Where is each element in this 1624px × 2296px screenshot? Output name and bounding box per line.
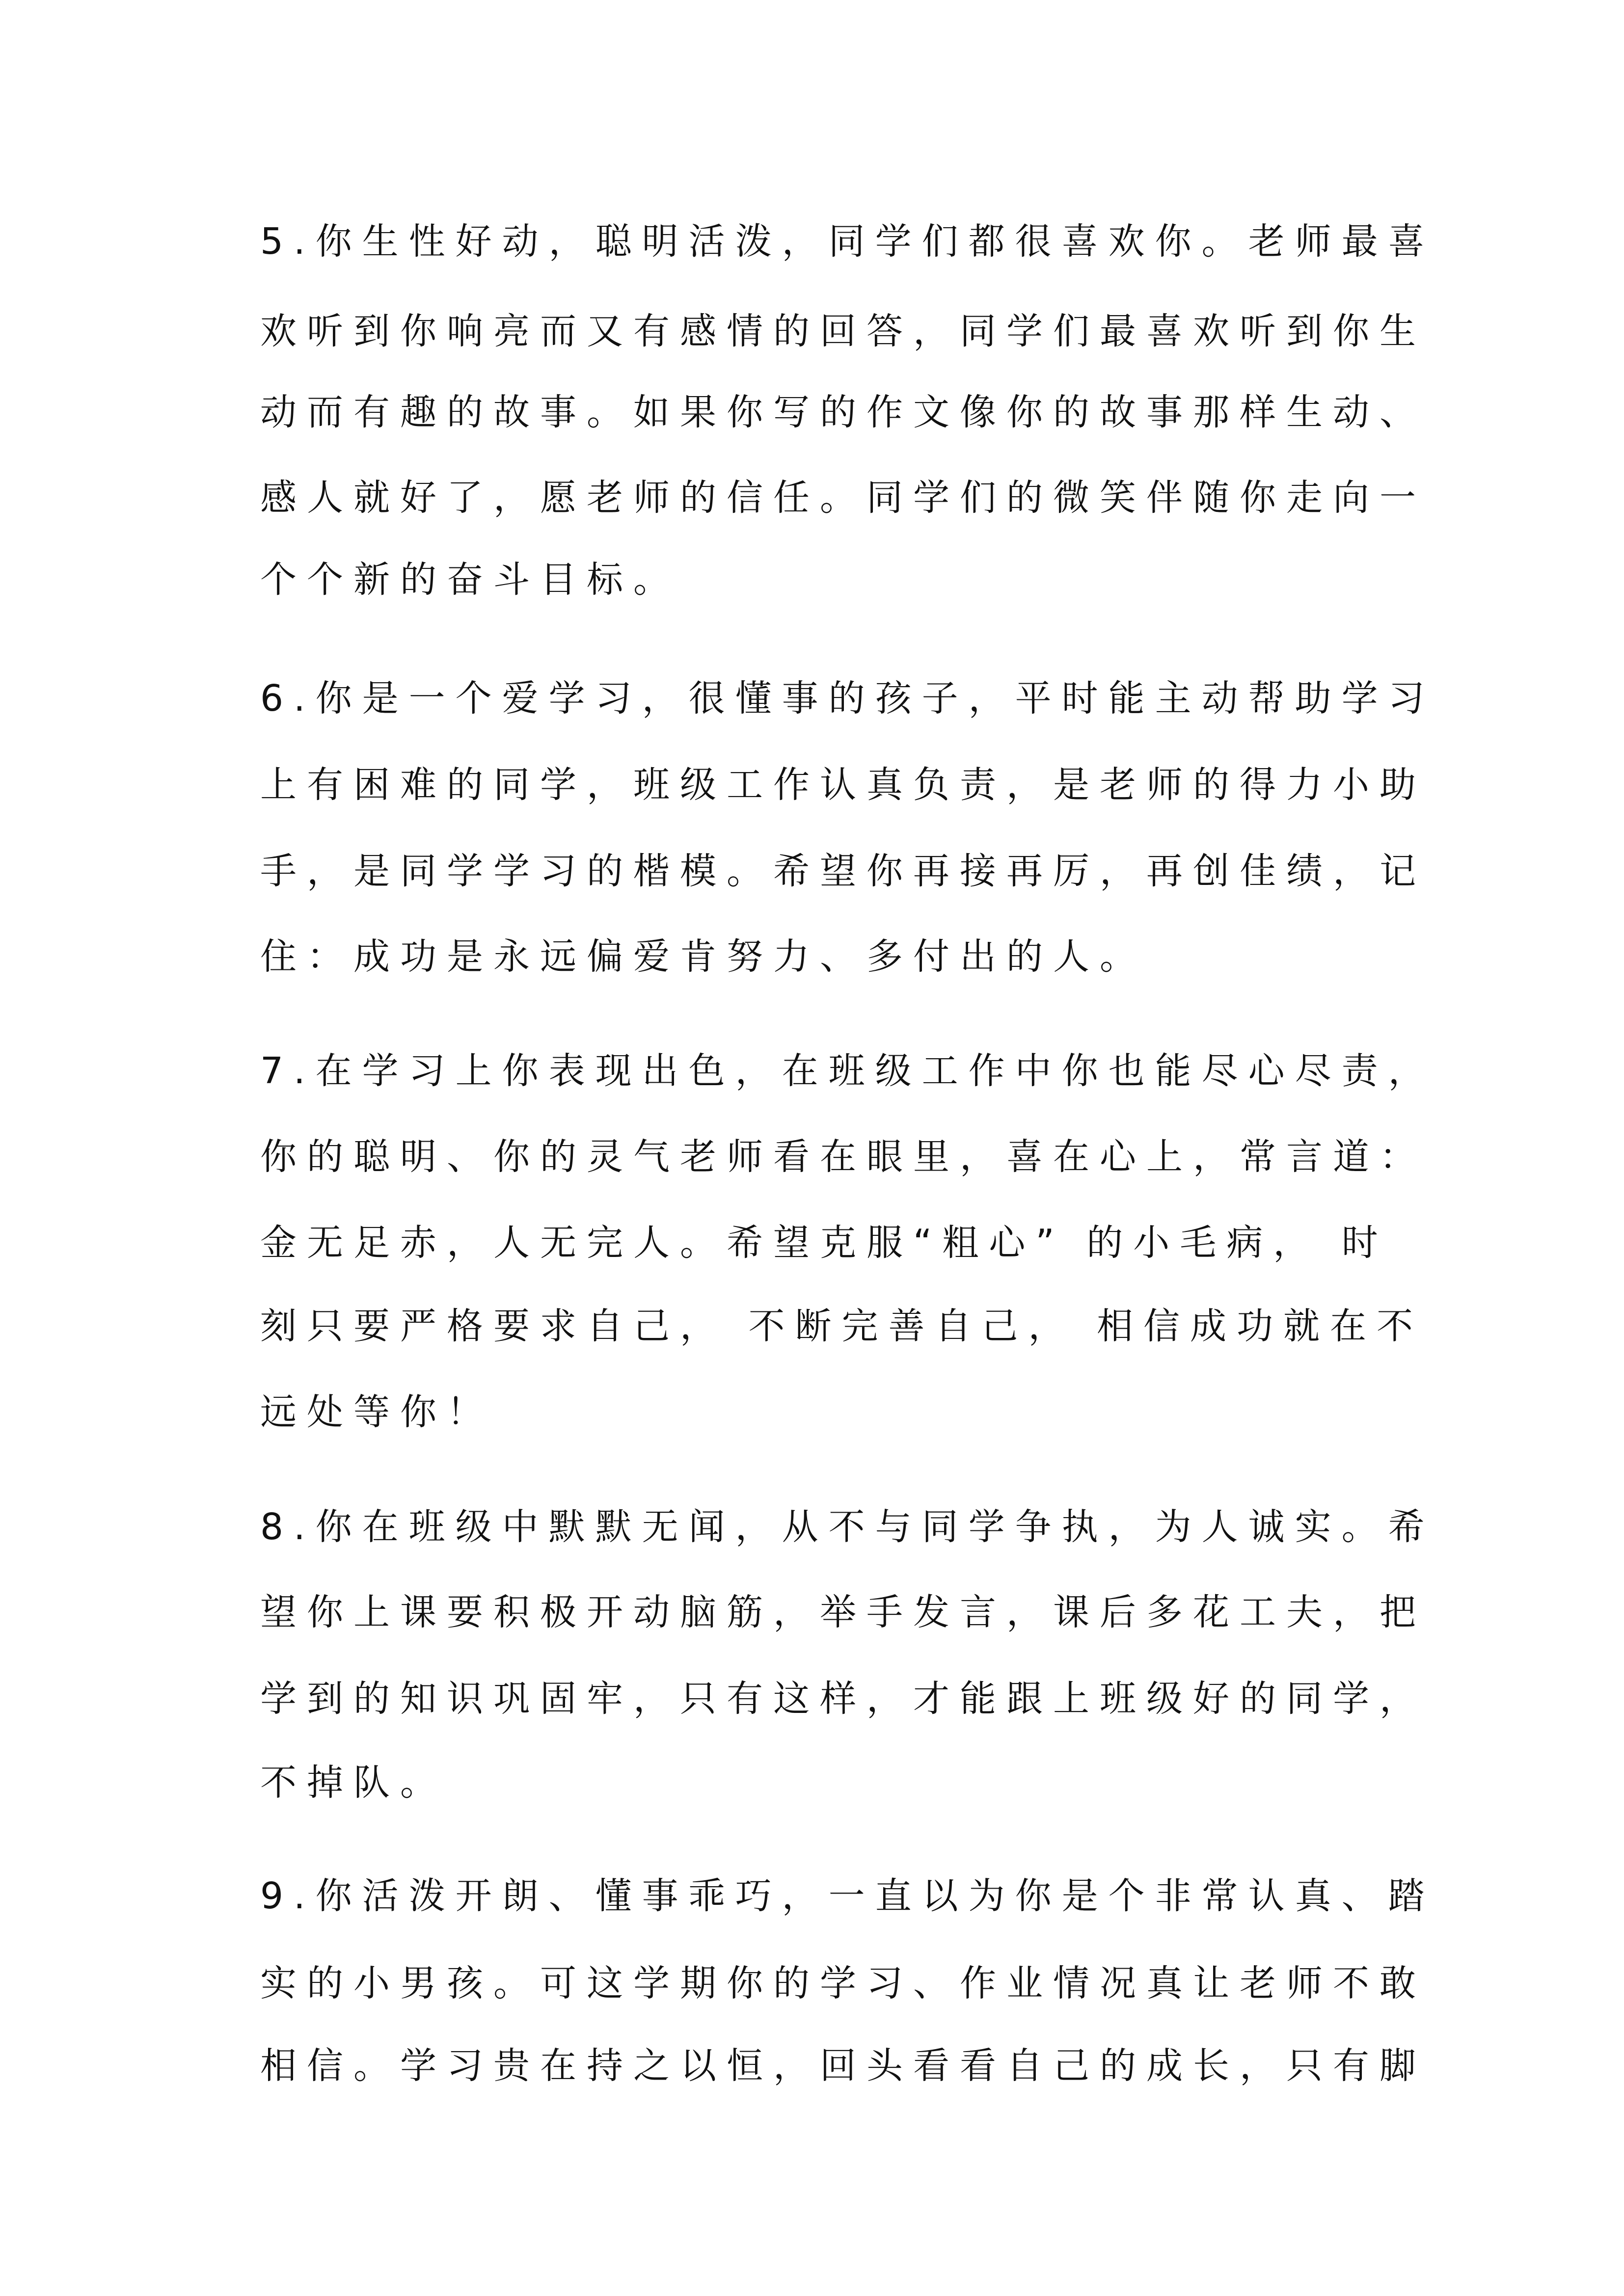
text-line: 学到的知识巩固牢，只有这样，才能跟上班级好的同学， [260,1678,1426,1720]
text-line: 9.你活泼开朗、懂事乖巧，一直以为你是个非常认真、踏 [260,1875,1435,1917]
text-line: 不掉队。 [260,1762,447,1804]
text-line: 动而有趣的故事。如果你写的作文像你的故事那样生动、 [260,391,1426,433]
text-line: 8.你在班级中默默无闻，从不与同学争执，为人诚实。希 [260,1506,1435,1548]
text-line: 6.你是一个爱学习，很懂事的孩子，平时能主动帮助学习 [260,677,1435,720]
text-line: 上有困难的同学，班级工作认真负责，是老师的得力小助 [260,764,1426,806]
text-line: 住：成功是永远偏爱肯努力、多付出的人。 [260,935,1146,978]
text-line: 相信。学习贵在持之以恒，回头看看自己的成长，只有脚 [260,2045,1426,2087]
text-line: 手，是同学学习的楷模。希望你再接再厉，再创佳绩，记 [260,850,1426,892]
text-line: 你的聪明、你的灵气老师看在眼里，喜在心上，常言道： [260,1136,1426,1178]
text-line: 实的小男孩。可这学期你的学习、作业情况真让老师不敢 [260,1962,1426,2004]
text-line: 7.在学习上你表现出色，在班级工作中你也能尽心尽责， [260,1050,1435,1092]
text-line: 远处等你！ [260,1391,493,1433]
text-line: 金无足赤，人无完人。希望克服“粗心” 的小毛病， 时 [260,1222,1388,1264]
text-line: 5.你生性好动，聪明活泼，同学们都很喜欢你。老师最喜 [260,220,1435,263]
text-line: 个个新的奋斗目标。 [260,559,680,601]
text-line: 欢听到你响亮而又有感情的回答，同学们最喜欢听到你生 [260,310,1426,352]
text-line: 望你上课要积极开动脑筋，举手发言，课后多花工夫，把 [260,1591,1426,1633]
text-line: 感人就好了，愿老师的信任。同学们的微笑伴随你走向一 [260,477,1426,519]
text-line: 刻只要严格要求自己， 不断完善自己， 相信成功就在不 [260,1305,1424,1347]
